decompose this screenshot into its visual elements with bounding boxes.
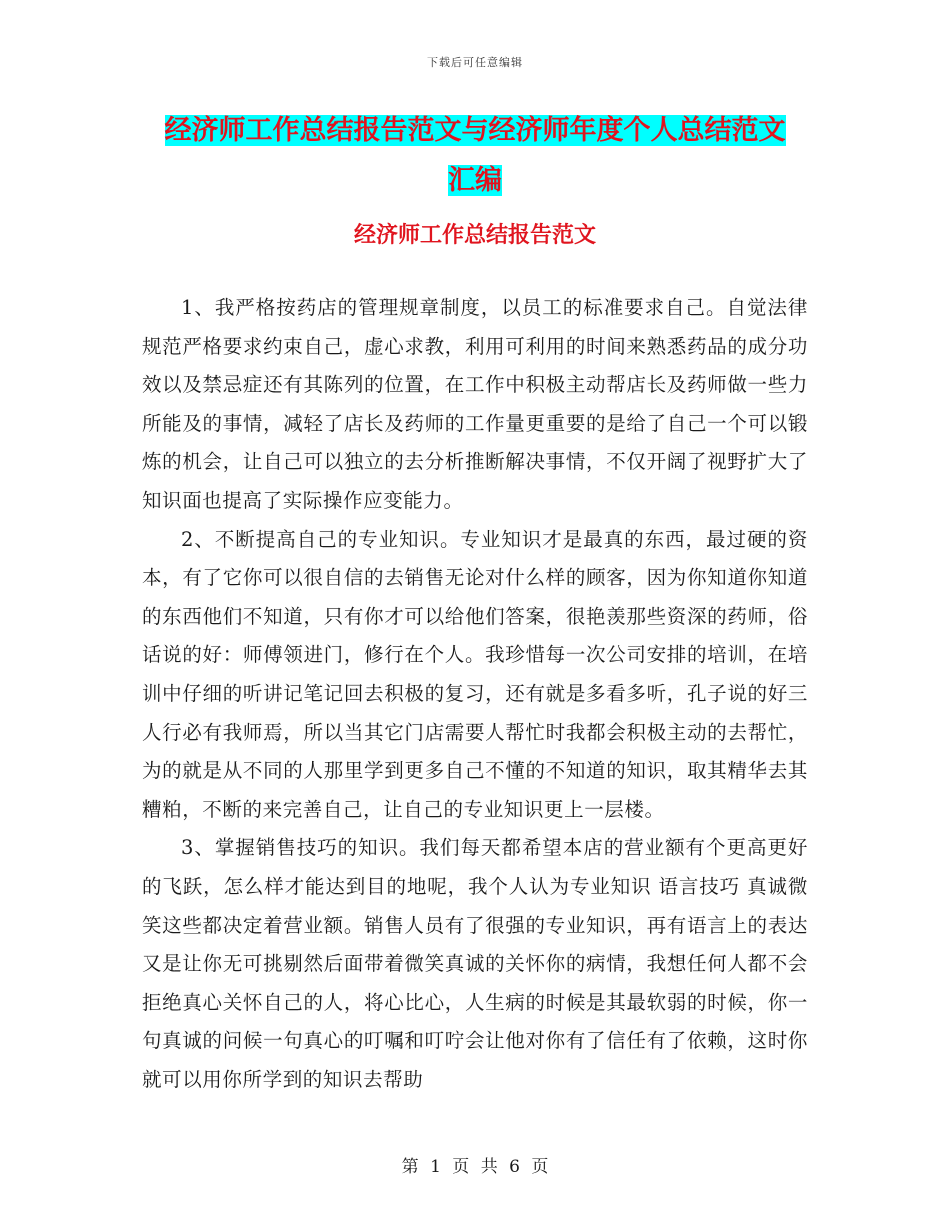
header-note: 下载后可任意编辑 [427,56,523,69]
paragraph-2: 2、不断提高自己的专业知识。专业知识才是最真的东西，最过硬的资本，有了它你可以很自信的去销售无论对什么样的顾客，因为你知道你知道的东西他们不知道，只有你才可以给他们答案，很艳羡那些资深的药师，俗话说的好：师傅领进门，修行在个人。我珍惜每一次公司安排的培训，在培训中仔细的听讲记笔记回去积极的复习，还有就是多看多听，孔子说的好三人行必有我师焉，所以当其它门店需要人帮忙时我都会积极主动的去帮忙，为的就是从不同的人那里学到更多自己不懂的不知道的知识，取其精华去其糟粕，不断的来完善自己，让自己的专业知识更上一层楼。 [142,527,808,821]
document-title [140,106,810,206]
page-footer: 第 1 页 共 6 页 [401,1157,549,1177]
document-title-line-2: 汇编 [448,165,502,196]
document-title-line-1: 经济师工作总结报告范文与经济师年度个人总结范文 [164,115,786,146]
paragraph-1: 1、我严格按药店的管理规章制度，以员工的标准要求自己。自觉法律规范严格要求约束自己，虚心求教，利用可利用的时间来熟悉药品的成分功效以及禁忌症还有其陈列的位置，在工作中积极主动帮店长及药师做一些力所能及的事情，减轻了店长及药师的工作量更重要的是给了自己一个可以锻炼的机会，让自己可以独立的去分析推断解决事情，不仅开阔了视野扩大了知识面也提高了实际操作应变能力。 [142,296,808,512]
paragraph-3: 3、掌握销售技巧的知识。我们每天都希望本店的营业额有个更高更好的飞跃，怎么样才能达到目的地呢，我个人认为专业知识 语言技巧 真诚微笑这些都决定着营业额。销售人员有了很强的专业知识，再有语言上的表达又是让你无可挑剔然后面带着微笑真诚的关怀你的病情，我想任何人都不会拒绝真心关怀自己的人，将心比心，人生病的时候是其最软弱的时候，你一句真诚的问候一句真心的叮嘱和叮咛会让他对你有了信任有了依赖，这时你就可以用你所学到的知识去帮助 [142,836,808,1091]
section-title: 经济师工作总结报告范文 [353,223,596,248]
document-body [142,289,808,1099]
